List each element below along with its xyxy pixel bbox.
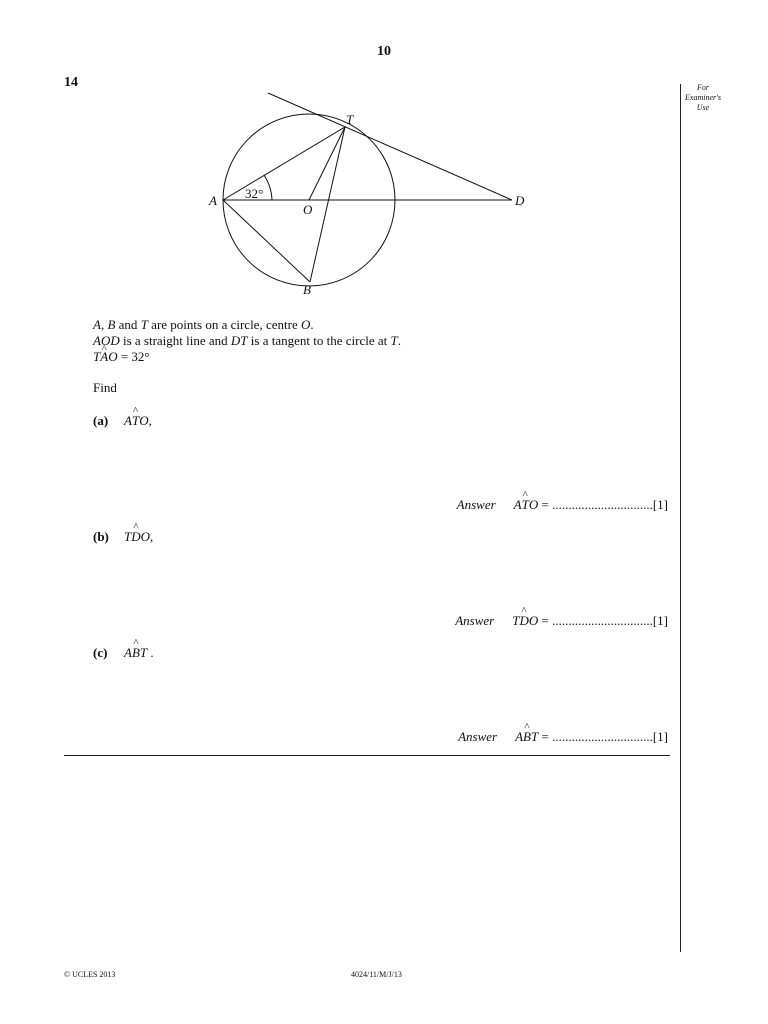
marks: [1] [652,613,668,628]
answer-angle: AB ^T [515,729,538,744]
question-end-rule [64,755,670,756]
chord-AB [223,200,310,282]
line-DT: DT [230,333,248,348]
statement-line-3 [93,349,150,365]
angle-label: 32° [245,186,264,201]
answer-angle: AT ^O [514,497,539,512]
point-O: O [300,317,311,332]
point-label-D: D [515,193,525,208]
point-label-T: T [346,112,354,127]
point-label-B: B [303,282,311,297]
part-a-label: (a) [93,413,109,428]
answer-angle: TD ^O [512,613,538,628]
marks: [1] [652,497,668,512]
text: , [100,317,108,332]
text: is a straight line and [119,333,231,348]
examiner-note-line: Examiner's [685,93,721,102]
part-a-question: AT ^O, [124,413,152,429]
text: is a tangent to the circle at [247,333,391,348]
part-c-answer [458,729,668,745]
angle-arc [264,175,272,200]
line-AOD: AOD [93,333,120,348]
footer-paper-code: 4024/11/M/J/13 [351,970,402,979]
find-label: Find [93,380,117,395]
chord-TB [310,127,345,282]
part-b-label: (b) [93,529,109,544]
answer-word: Answer [456,497,496,512]
part-a-answer [457,497,668,513]
text: = 32° [117,349,150,364]
page-number: 10 [377,44,391,59]
equals: = [538,497,553,512]
statement-line-2 [93,333,401,349]
answer-blank[interactable]: ............................... [552,613,653,628]
point-A: A [93,317,101,332]
point-T: T [390,333,398,348]
footer-copyright: © UCLES 2013 [64,970,116,979]
examiner-note-line: Use [696,103,710,112]
examiner-margin-line [680,84,681,952]
question-number: 14 [64,75,78,90]
examiner-use-note [678,83,728,113]
statement-line-1 [93,317,314,333]
answer-word: Answer [455,613,495,628]
part-c-label: (c) [93,645,108,660]
part-b-answer [455,613,668,629]
tangent-line [268,93,512,200]
point-label-O: O [303,202,313,217]
text: . [310,317,314,332]
point-T: T [140,317,148,332]
part-b-question: TD ^O, [124,529,153,545]
point-B: B [107,317,116,332]
point-label-A: A [209,193,217,208]
answer-word: Answer [458,729,498,744]
angle-name: TA ^O [93,349,118,364]
examiner-note-line: For [697,83,709,92]
marks: [1] [652,729,668,744]
text: are points on a circle, centre [147,317,301,332]
text: and [115,317,141,332]
equals: = [538,729,553,744]
equals: = [538,613,553,628]
circle-diagram [200,88,540,300]
answer-blank[interactable]: ............................... [552,497,653,512]
answer-blank[interactable]: ............................... [552,729,653,744]
part-c-question: AB ^T . [124,645,154,661]
text: . [397,333,401,348]
